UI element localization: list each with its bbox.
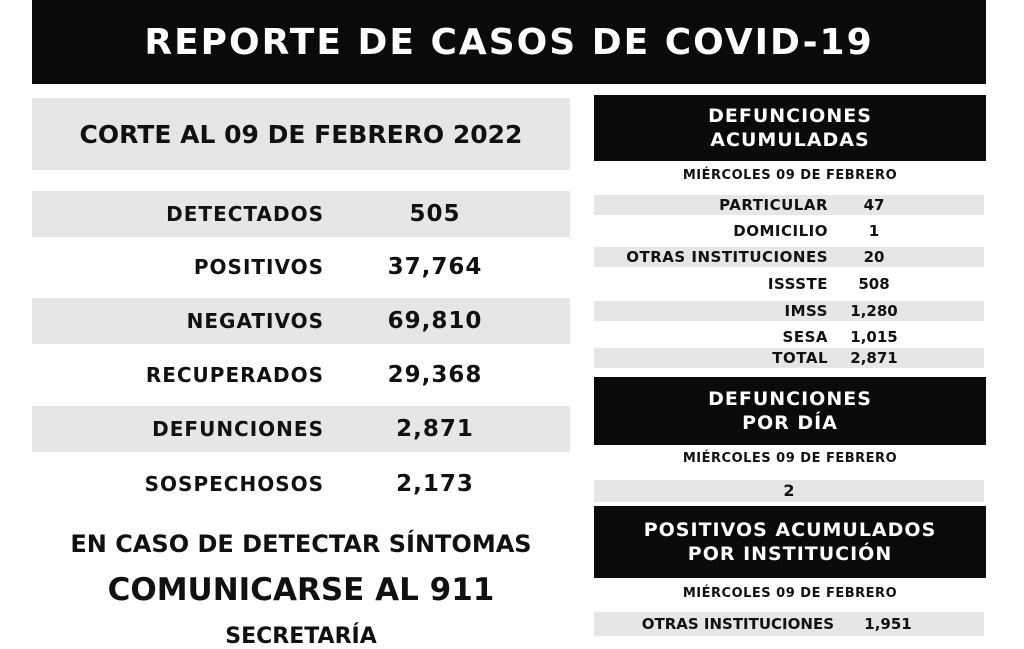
positives-by-institution-date: MIÉRCOLES 09 DE FEBRERO — [682, 586, 898, 601]
header-line-2: ACUMULADAS — [710, 129, 870, 151]
stat-row-negativos — [32, 298, 570, 344]
cutoff-date-banner: CORTE AL 09 DE FEBRERO 2022 — [32, 98, 570, 170]
inst-row-issste — [594, 274, 984, 294]
stat-row-sospechosos — [32, 461, 570, 507]
stat-label: NEGATIVOS — [186, 309, 324, 333]
stat-row-positivos — [32, 244, 570, 290]
header-line-2: POR DÍA — [742, 412, 838, 434]
positives-by-institution-header — [594, 506, 986, 578]
stat-value: 37,764 — [387, 254, 483, 280]
inst-row-domicilio — [594, 221, 984, 241]
inst-value: 20 — [863, 248, 885, 266]
cta-line-3: SECRETARÍA — [225, 624, 377, 649]
stat-label: DETECTADOS — [166, 202, 324, 226]
inst-value: 1,280 — [850, 302, 898, 320]
report-title: REPORTE DE CASOS DE COVID-19 — [32, 0, 986, 84]
inst-label: DOMICILIO — [733, 222, 828, 240]
inst-row-particular — [594, 195, 984, 215]
stat-value: 505 — [409, 201, 461, 227]
deaths-per-day-date: MIÉRCOLES 09 DE FEBRERO — [682, 451, 898, 466]
cta-line-1: EN CASO DE DETECTAR SÍNTOMAS — [70, 530, 532, 558]
header-line-1: DEFUNCIONES — [708, 105, 872, 127]
deaths-cumulative-header — [594, 95, 986, 161]
inst-value: 1 — [868, 222, 880, 240]
inst-label: OTRAS INSTITUCIONES — [641, 615, 834, 633]
cta-line-2: COMUNICARSE AL 911 — [107, 572, 495, 608]
inst-value: 1,015 — [850, 328, 898, 346]
inst-row-otras-instituciones-positivos — [594, 612, 984, 636]
inst-row-sesa — [594, 327, 984, 347]
inst-value: 1,951 — [864, 615, 912, 633]
inst-label: IMSS — [784, 302, 828, 320]
deaths-per-day-header — [594, 377, 986, 445]
header-line-1: DEFUNCIONES — [708, 388, 872, 410]
stat-row-detectados — [32, 191, 570, 237]
stat-value: 2,871 — [396, 416, 474, 442]
stat-label: SOSPECHOSOS — [144, 472, 324, 496]
inst-row-imss — [594, 301, 984, 321]
stat-value: 29,368 — [387, 362, 483, 388]
header-line-2: POR INSTITUCIÓN — [687, 543, 893, 565]
inst-label: OTRAS INSTITUCIONES — [626, 248, 828, 266]
header-line-1: POSITIVOS ACUMULADOS — [643, 519, 937, 541]
inst-label: PARTICULAR — [719, 196, 828, 214]
inst-value: 508 — [858, 275, 890, 293]
inst-value: 2,871 — [850, 349, 898, 367]
stat-label: RECUPERADOS — [145, 363, 324, 387]
inst-label: SESA — [782, 328, 828, 346]
inst-label: TOTAL — [772, 349, 828, 367]
deaths-cumulative-date: MIÉRCOLES 09 DE FEBRERO — [682, 168, 898, 183]
stat-label: POSITIVOS — [193, 255, 324, 279]
stat-value: 69,810 — [387, 308, 483, 334]
inst-row-otras-instituciones — [594, 247, 984, 267]
inst-row-total — [594, 348, 984, 368]
inst-value: 47 — [863, 196, 885, 214]
deaths-per-day-value: 2 — [594, 480, 984, 502]
stat-value: 2,173 — [396, 471, 474, 497]
stat-row-recuperados — [32, 352, 570, 398]
inst-label: ISSSTE — [767, 275, 828, 293]
stat-label: DEFUNCIONES — [152, 417, 324, 441]
stat-row-defunciones — [32, 406, 570, 452]
